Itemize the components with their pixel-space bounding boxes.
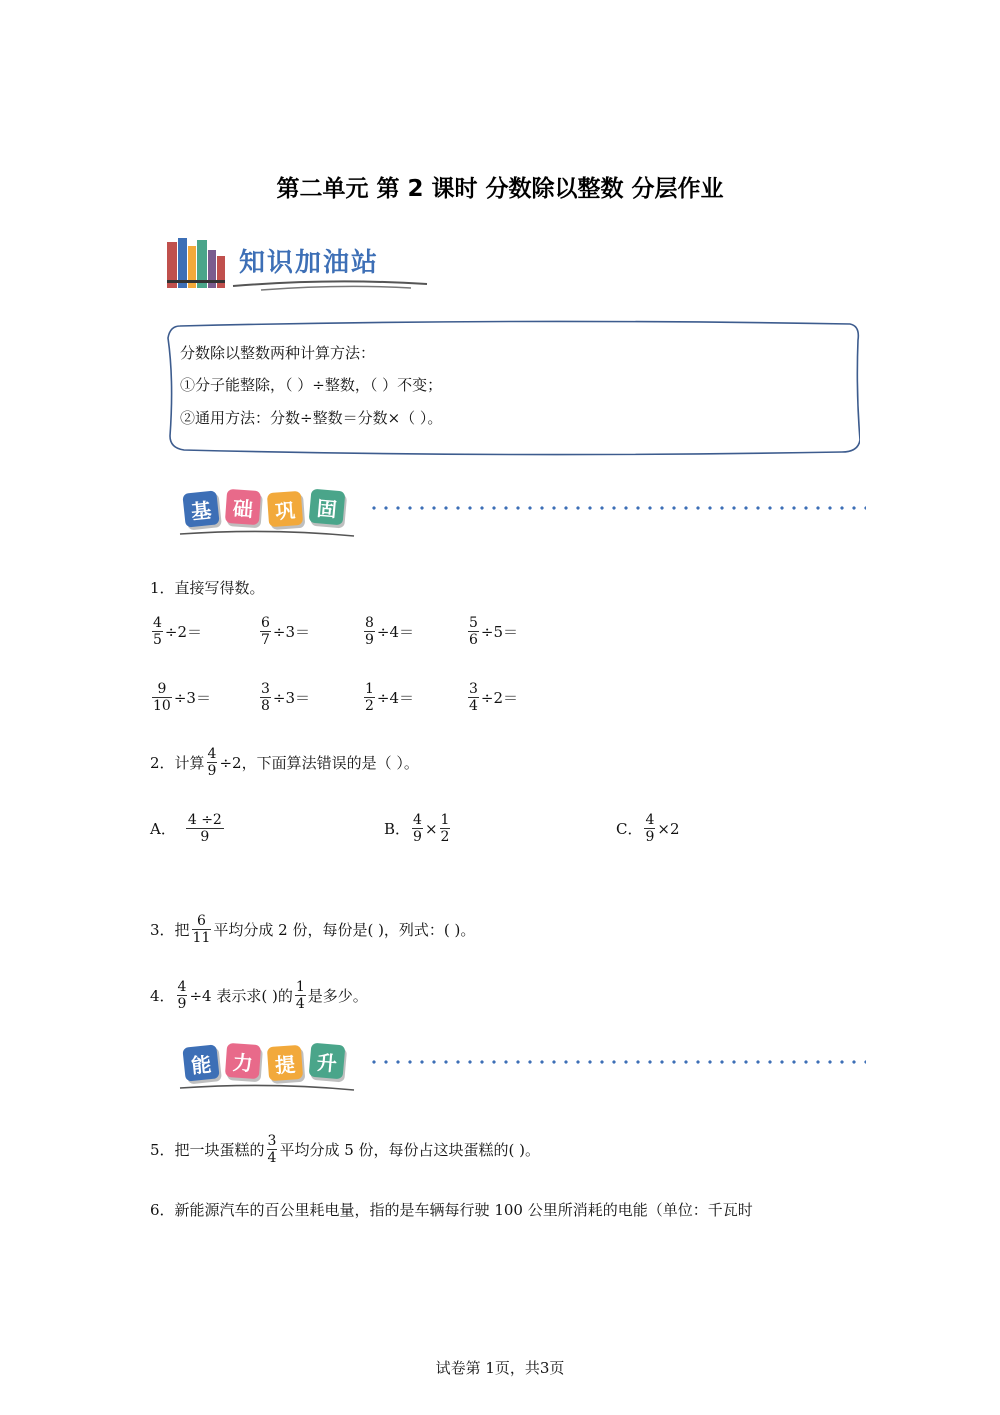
q4-num1: 4 (177, 979, 187, 995)
q1-item-2-num: 6 (261, 615, 270, 631)
q1-item-8-den: 4 (469, 698, 478, 714)
q1-item-2-den: 7 (261, 632, 270, 648)
q1-item-4-op: ÷5＝ (480, 623, 519, 641)
q2-option-c-label: C． (616, 820, 643, 838)
q1-item-5 (150, 681, 211, 714)
basic-dotted-rule (368, 506, 866, 510)
q1-item-8-op: ÷2＝ (480, 689, 519, 707)
q2-option-b-num2: 1 (440, 812, 450, 828)
q3-suffix: 平均分成 2 份，每份是( )，列式：( )。 (213, 921, 476, 939)
q1-item-1 (150, 615, 202, 648)
q3-prefix: 3．把 (150, 921, 190, 939)
q1-item-6-den: 8 (261, 698, 270, 714)
q2-option-c-den: 9 (645, 829, 655, 845)
q2-option-a-num: 4 ÷2 (187, 812, 222, 828)
q2-prefix: 2．计算 (150, 754, 205, 772)
q4-num2: 1 (295, 979, 305, 995)
q2-option-b-den2: 2 (440, 829, 450, 845)
q5-stem (150, 1133, 540, 1166)
q2-suffix: ÷2，下面算法错误的是（ ）。 (219, 754, 419, 772)
page-title: 第二单元 第 2 课时 分数除以整数 分层作业 (276, 176, 724, 202)
q1-item-3-num: 8 (365, 615, 374, 631)
q1-item-6-num: 3 (261, 681, 270, 697)
q3-den: 11 (192, 930, 211, 946)
q1-item-1-num: 4 (153, 615, 162, 631)
books-icon (165, 236, 227, 290)
q1-item-1-den: 5 (153, 632, 162, 648)
q4-stem (150, 979, 368, 1012)
q5-suffix: 平均分成 5 份，每份占这块蛋糕的( )。 (279, 1141, 541, 1159)
q2-option-b (384, 812, 452, 845)
basic-tile-1: 基 (182, 490, 219, 527)
q1-item-1-op: ÷2＝ (164, 623, 203, 641)
q2-option-c-num: 4 (645, 812, 655, 828)
q1-item-7-den: 2 (365, 698, 374, 714)
q2-option-b-times: × (424, 819, 438, 838)
advance-tile-2: 力 (225, 1043, 261, 1079)
basic-section-banner (178, 488, 868, 540)
q1-label: 1．直接写得数。 (150, 579, 265, 597)
knowledge-box (166, 320, 860, 456)
q1-item-4 (466, 615, 518, 648)
q4-prefix: 4． (150, 987, 175, 1005)
q5-den: 4 (267, 1150, 277, 1166)
q6-stem: 6．新能源汽车的百公里耗电量，指的是车辆每行驶 100 公里所消耗的电能（单位：千瓦时 (150, 1201, 753, 1219)
basic-tile-2: 础 (225, 489, 261, 525)
q2-option-b-num1: 4 (413, 812, 422, 828)
q3-num: 6 (197, 913, 206, 929)
page-footer: 试卷第 1页，共3页 (435, 1359, 565, 1377)
q1-item-6 (258, 681, 310, 714)
q2-option-a-den: 9 (186, 828, 224, 845)
advance-section-banner (178, 1042, 868, 1094)
q2-num: 4 (207, 746, 217, 762)
q1-item-4-num: 5 (469, 615, 478, 631)
advance-dotted-rule (368, 1060, 866, 1064)
q1-item-8 (466, 681, 518, 714)
q1-item-7-num: 1 (365, 681, 374, 697)
knowledge-line-3: ②通用方法：分数÷整数＝分数×（ ）。 (180, 409, 443, 427)
q1-item-7 (362, 681, 414, 714)
q1-item-5-op: ÷3＝ (173, 689, 211, 707)
q1-item-3 (362, 615, 414, 648)
q5-prefix: 5．把一块蛋糕的 (150, 1141, 265, 1159)
knowledge-banner (165, 234, 435, 294)
q2-stem (150, 746, 419, 779)
q3-stem (150, 913, 475, 946)
advance-swoosh-icon (178, 1082, 358, 1094)
q2-option-a (150, 812, 226, 845)
q1-item-5-num: 9 (157, 681, 167, 697)
q4-den1: 9 (177, 996, 187, 1012)
knowledge-heading: 知识加油站 (239, 248, 380, 278)
q1-item-6-op: ÷3＝ (272, 689, 311, 707)
basic-tile-4: 固 (309, 489, 346, 526)
q1-item-5-den: 10 (153, 698, 171, 714)
q2-option-b-den1: 9 (413, 829, 422, 845)
basic-swoosh-icon (178, 528, 358, 540)
q2-option-b-label: B． (384, 820, 411, 838)
q4-mid: ÷4 表示求( )的 (189, 987, 293, 1005)
knowledge-line-2: ①分子能整除，（ ）÷整数，（ ）不变； (180, 376, 443, 394)
q5-num: 3 (267, 1133, 277, 1149)
q1-item-8-num: 3 (469, 681, 478, 697)
q2-option-c-tail: ×2 (657, 819, 680, 838)
q1-item-4-den: 6 (469, 632, 478, 648)
q1-item-2 (258, 615, 310, 648)
underline-swoosh-icon (231, 278, 431, 292)
advance-tile-1: 能 (182, 1044, 219, 1081)
q2-option-a-label: A． (150, 820, 176, 838)
q1-item-3-den: 9 (365, 632, 374, 648)
knowledge-line-1: 分数除以整数两种计算方法： (180, 344, 376, 362)
q2-den: 9 (207, 763, 217, 779)
q4-suffix: 是多少。 (307, 987, 368, 1005)
q1-item-7-op: ÷4＝ (376, 689, 415, 707)
q4-den2: 4 (295, 996, 305, 1012)
q1-item-3-op: ÷4＝ (376, 623, 415, 641)
q2-option-c (616, 812, 680, 845)
advance-tile-4: 升 (309, 1043, 346, 1080)
basic-tile-3: 巩 (267, 491, 303, 527)
q1-item-2-op: ÷3＝ (272, 623, 311, 641)
advance-tile-3: 提 (267, 1045, 303, 1081)
